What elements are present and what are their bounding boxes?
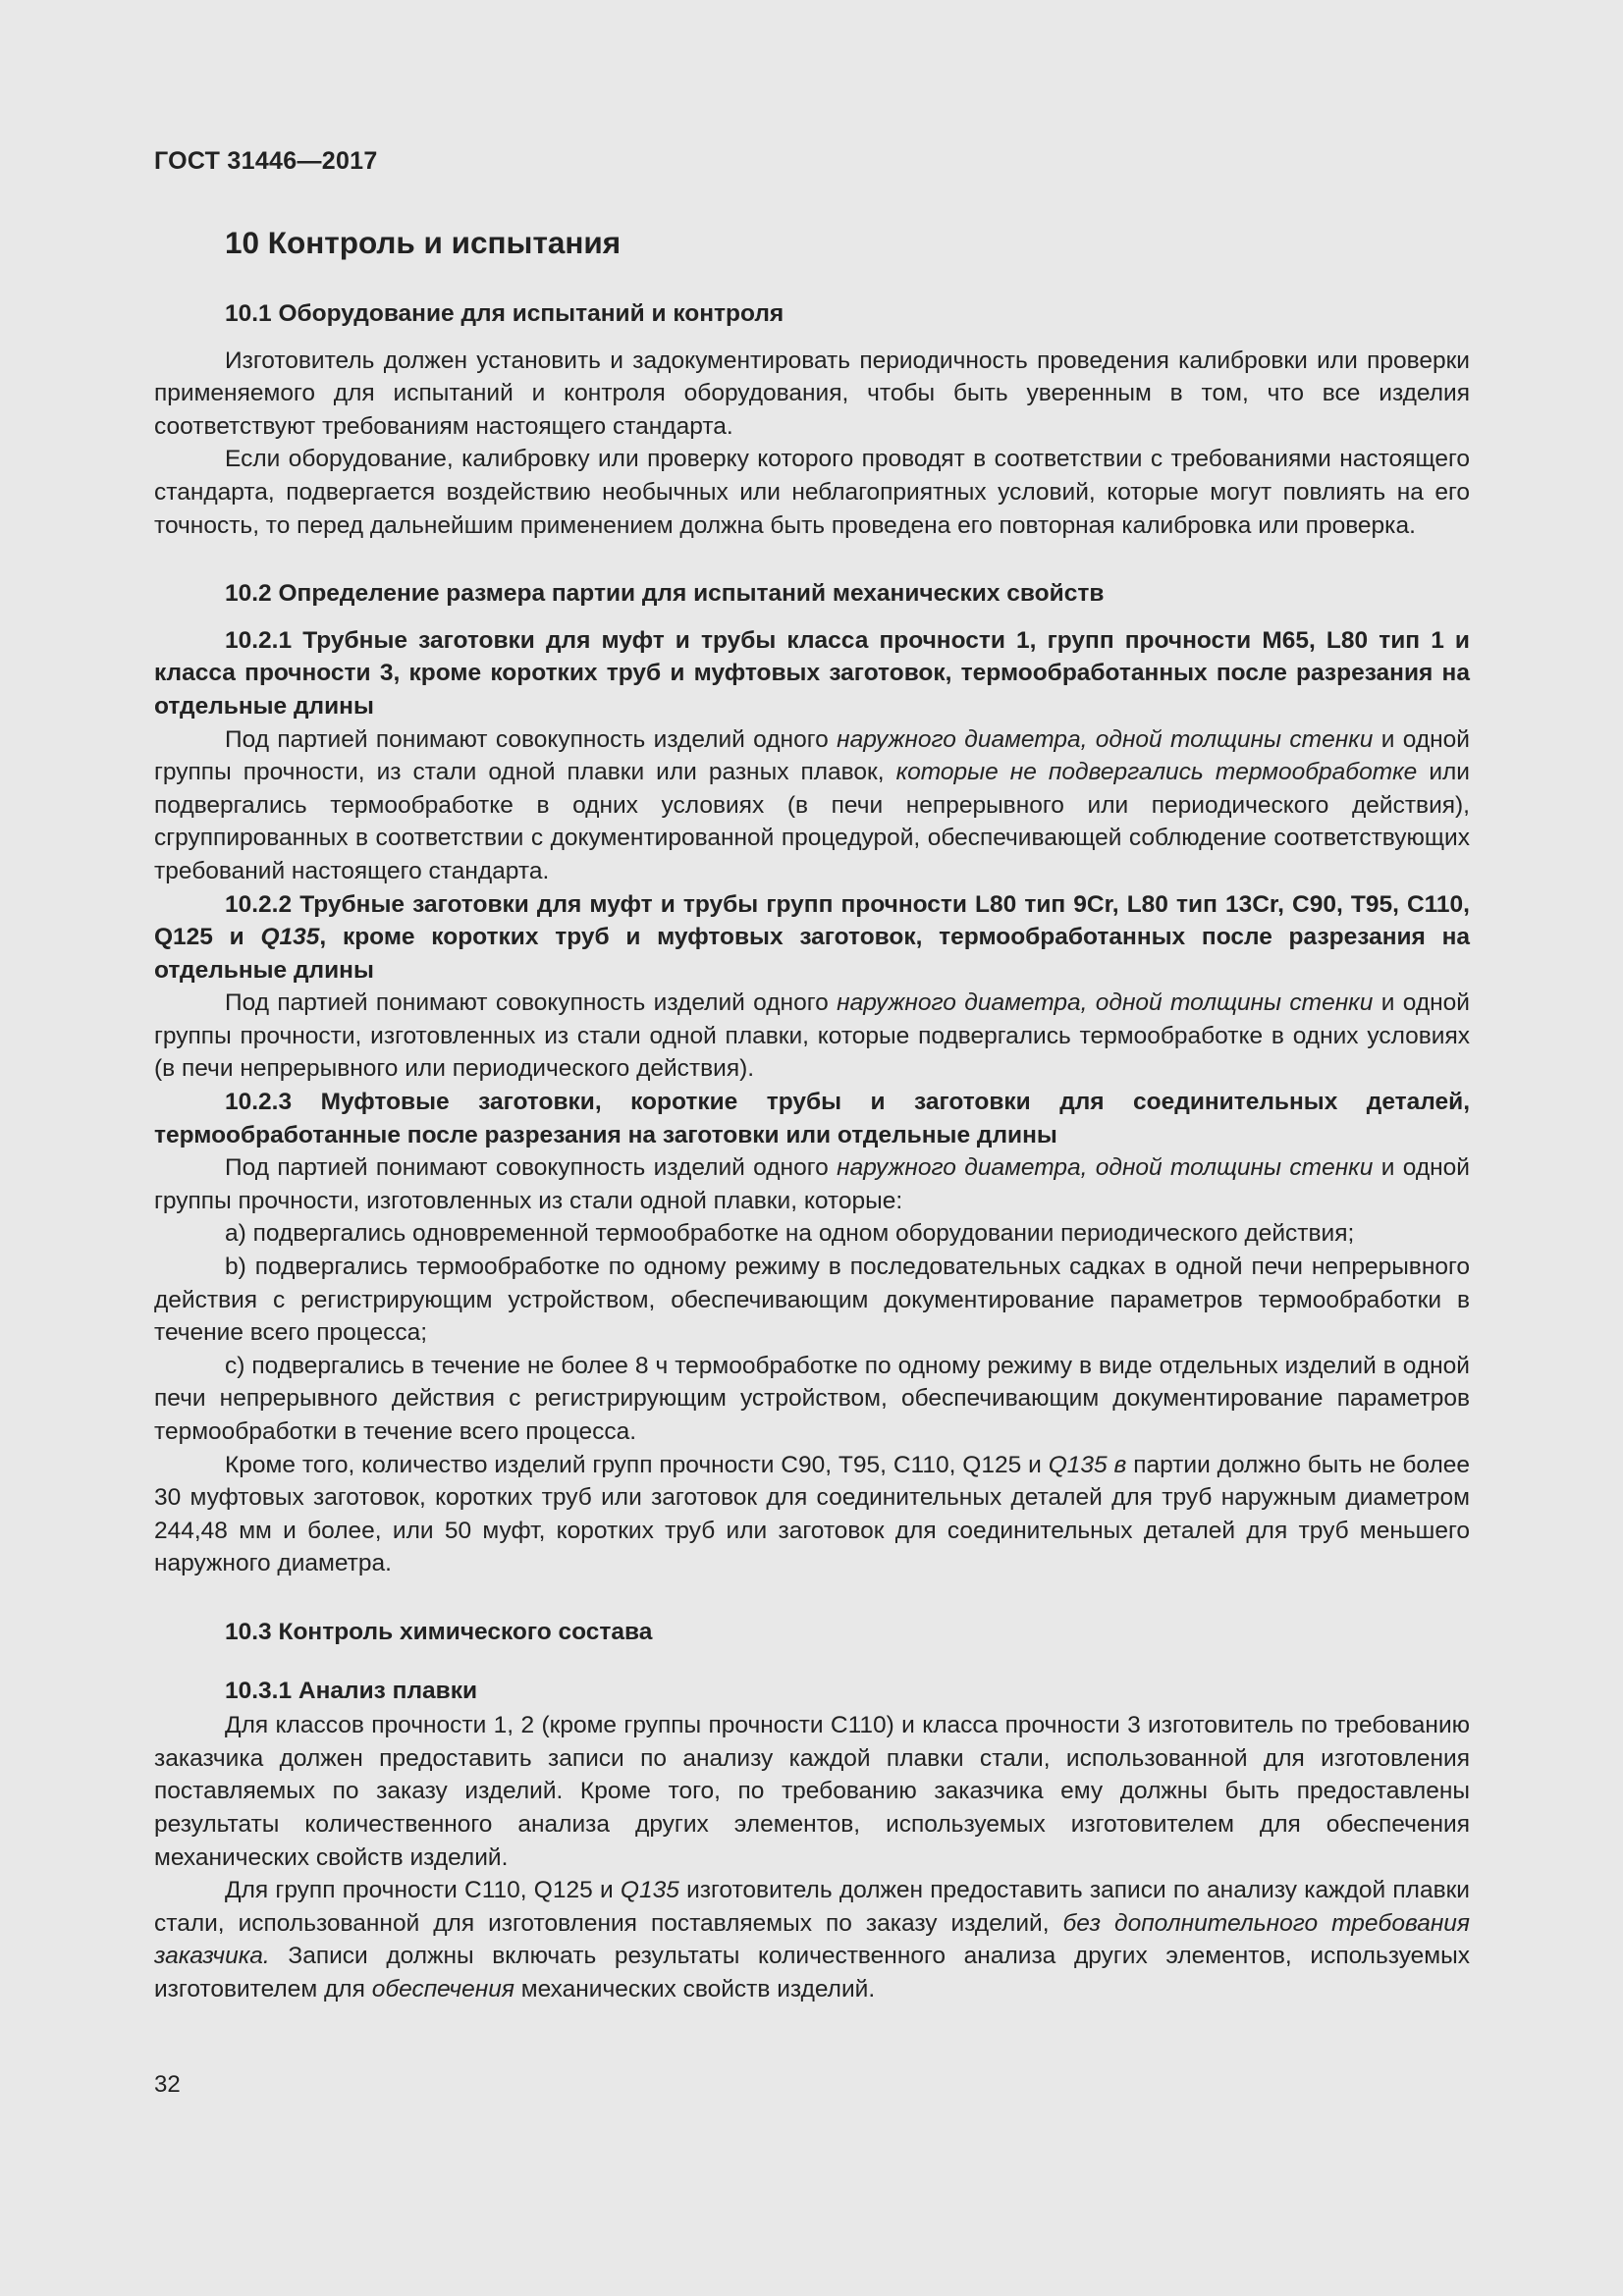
page-number: 32 — [154, 2071, 181, 2098]
subsection-title-10-1: 10.1 Оборудование для испытаний и контроля — [225, 300, 784, 327]
clause-title-10-3-1: 10.3.1 Анализ плавки — [225, 1677, 478, 1704]
paragraph: Изготовитель должен установить и задокументировать периодичность проведения калибровки или проверки применяемого для испытаний и контроля оборудования, чтобы быть уверенным в том, что все изделия соответствуют требованиям настоящего стандарта. — [154, 347, 1470, 440]
subsection-title-10-2: 10.2 Определение размера партии для испытаний механических свойств — [225, 580, 1105, 608]
section-title: 10 Контроль и испытания — [225, 225, 622, 260]
document-code: ГОСТ 31446—2017 — [154, 147, 378, 175]
subsection-title-10-3: 10.3 Контроль химического состава — [225, 1618, 653, 1645]
paragraph: Под партией понимают совокупность изделий одного наружного диаметра, одной толщины стенки и одной группы прочности, изготовленных из стали одной плавки, которые: — [154, 1154, 1470, 1214]
paragraph: Для классов прочности 1, 2 (кроме группы прочности С110) и класса прочности 3 изготовитель по требованию заказчика должен предоставить записи по анализу каждой плавки стали, использованной для изготовления поставляемых по заказу изделий. Кроме того, по требованию заказчика ему должны быть предоставлены результаты количественного анализа других элементов, используемых изготовителем для обеспечения механических свойств изделий. — [154, 1712, 1470, 1871]
list-item: а) подвергались одновременной термообработке на одном оборудовании периодического действия; — [225, 1220, 1355, 1248]
paragraph: Если оборудование, калибровку или проверку которого проводят в соответствии с требованиями настоящего стандарта, подвергается воздействию необычных или неблагоприятных условий, которые могут повлиять на его точность, то перед дальнейшим применением должна быть проведена его повторная калибровка или проверка. — [154, 446, 1470, 539]
paragraph: Под партией понимают совокупность изделий одного наружного диаметра, одной толщины стенки и одной группы прочности, из стали одной плавки или разных плавок, которые не подвергались термообработке или подвергались термообработке в одних условиях (в печи непрерывного или периодического действия), сгруппированных в соответствии с документированной процедурой, обеспечивающей соблюдение соответствующих требований настоящего стандарта. — [154, 725, 1470, 884]
list-item: b) подвергались термообработке по одному режиму в последовательных садках в одной печи непрерывного действия с регистрирующим устройством, обеспечивающим документирование параметров термообработки в течение всего процесса; — [154, 1254, 1470, 1347]
page-content — [154, 221, 1470, 2006]
clause-title-10-2-3: 10.2.3 Муфтовые заготовки, короткие трубы и заготовки для соединительных деталей, термообработанные после разрезания на заготовки или отдельные длины — [154, 1089, 1470, 1148]
clause-title-10-2-1: 10.2.1 Трубные заготовки для муфт и трубы класса прочности 1, групп прочности М65, L80 тип 1 и класса прочности 3, кроме коротких труб и муфтовых заготовок, термообработанных после разрезания на отдельные длины — [154, 626, 1470, 720]
paragraph: Кроме того, количество изделий групп прочности С90, Т95, С110, Q125 и Q135 в партии должно быть не более 30 муфтовых заготовок, коротких труб или заготовок для соединительных деталей для труб наружным диаметром 244,48 мм и более, или 50 муфт, коротких труб или заготовок для соединительных деталей для труб меньшего наружного диаметра. — [154, 1451, 1470, 1577]
list-item: с) подвергались в течение не более 8 ч термообработке по одному режиму в виде отдельных изделий в одной печи непрерывного действия с регистрирующим устройством, обеспечивающим документирование параметров термообработки в течение всего процесса. — [154, 1352, 1470, 1445]
paragraph: Под партией понимают совокупность изделий одного наружного диаметра, одной толщины стенки и одной группы прочности, изготовленных из стали одной плавки, которые подвергались термообработке в одних условиях (в печи непрерывного или периодического действия). — [154, 989, 1470, 1083]
clause-title-10-2-2: 10.2.2 Трубные заготовки для муфт и трубы групп прочности L80 тип 9Cr, L80 тип 13Cr, С90, Т95, С110, Q125 и Q135, кроме коротких труб и муфтовых заготовок, термообработанных после разрезания на отдельные длины — [154, 890, 1471, 984]
paragraph: Для групп прочности С110, Q125 и Q135 изготовитель должен предоставить записи по анализу каждой плавки стали, использованной для изготовления поставляемых по заказу изделий, без дополнительного требования заказчика. Записи должны включать результаты количественного анализа других элементов, используемых изготовителем для обеспечения механических свойств изделий. — [154, 1877, 1471, 2002]
